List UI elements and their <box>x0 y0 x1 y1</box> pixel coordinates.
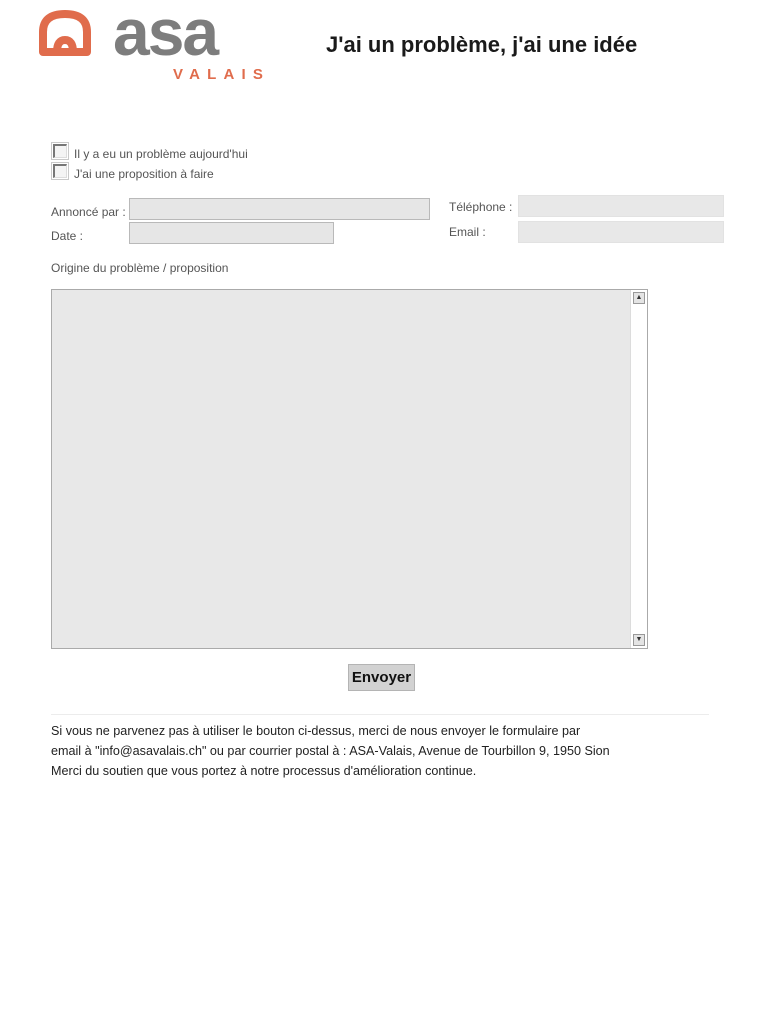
origin-label: Origine du problème / proposition <box>51 261 229 275</box>
checkbox-problem-label: Il y a eu un problème aujourd'hui <box>74 147 248 161</box>
divider <box>51 714 709 715</box>
origin-textarea[interactable] <box>51 289 648 649</box>
footer-line: Si vous ne parvenez pas à utiliser le bouton ci-dessus, merci de nous envoyer le formulaire par <box>51 724 581 738</box>
checkbox-box <box>53 164 67 178</box>
phone-input[interactable] <box>518 195 724 217</box>
date-input[interactable] <box>129 222 334 244</box>
checkbox-idea-label: J'ai une proposition à faire <box>74 167 214 181</box>
announced-by-label: Annoncé par : <box>51 205 126 219</box>
date-label: Date : <box>51 229 84 243</box>
logo-mark-icon <box>37 8 93 58</box>
announced-by-input[interactable] <box>129 198 430 220</box>
footer-text <box>51 721 691 781</box>
logo-subtitle: VALAIS <box>173 66 271 83</box>
textarea-scrollbar[interactable] <box>630 290 647 648</box>
footer-line: email à "info@asavalais.ch" ou par courrier postal à : ASA-Valais, Avenue de Tourbillon 9, 1950 Sion <box>51 744 610 758</box>
logo-wordmark <box>113 8 283 66</box>
submit-button[interactable]: Envoyer <box>348 664 415 691</box>
checkbox-problem[interactable] <box>51 142 69 160</box>
scroll-up-arrow-icon[interactable]: ▲ <box>633 292 645 304</box>
email-input[interactable] <box>518 221 724 243</box>
checkbox-idea[interactable] <box>51 162 69 180</box>
email-label: Email : <box>449 225 486 239</box>
page-title: J'ai un problème, j'ai une idée <box>326 32 638 57</box>
checkbox-box <box>53 144 67 158</box>
footer-line: Merci du soutien que vous portez à notre processus d'amélioration continue. <box>51 764 477 778</box>
phone-label: Téléphone : <box>449 200 513 214</box>
logo-wordmark-text: asa <box>113 8 218 66</box>
scroll-down-arrow-icon[interactable]: ▼ <box>633 634 645 646</box>
